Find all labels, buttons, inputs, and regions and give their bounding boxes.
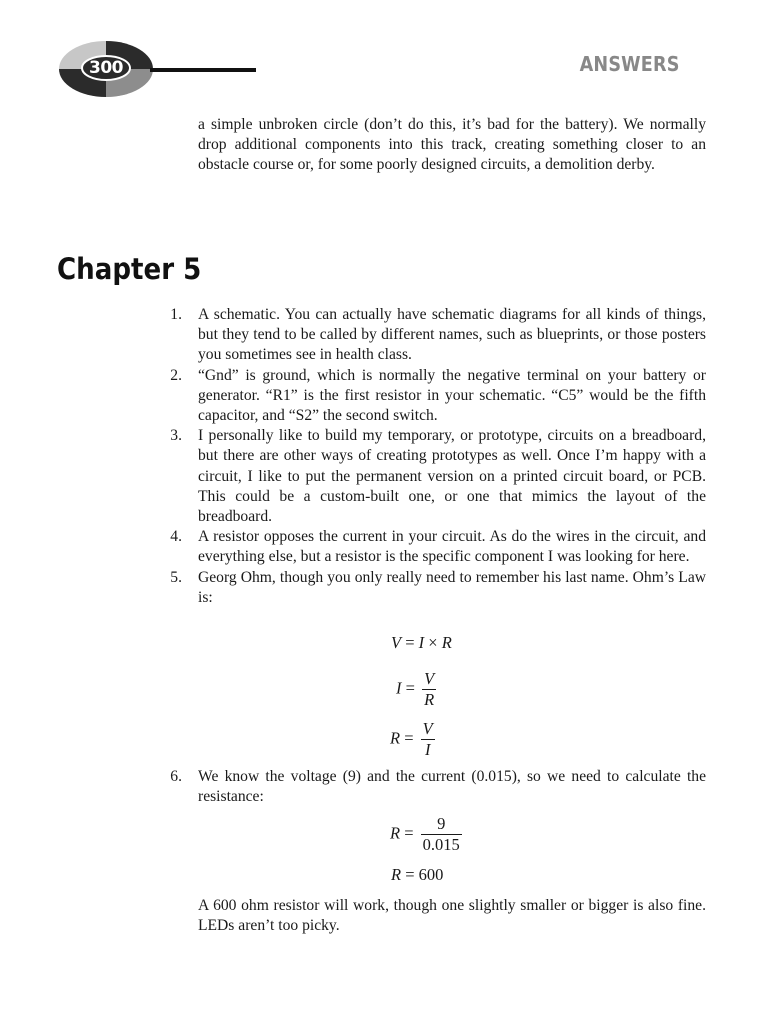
eq-result-value: 600 [418, 865, 444, 884]
answers-list [162, 305, 706, 608]
eq-symbol: R [390, 823, 401, 843]
eq-numerator: 9 [421, 814, 462, 835]
eq-denominator: R [424, 690, 435, 709]
intro-paragraph: a simple unbroken circle (don’t do this, it’s bad for the battery). We normally drop additional components into this track, creating something closer to an obstacle course or, for some poorly designed circuits, a demolition derby. [198, 116, 706, 174]
eq-equals: = [405, 678, 415, 698]
answer-item [162, 767, 706, 807]
answer-number: 1. [170, 306, 182, 323]
page-number: 300 [89, 58, 123, 78]
chapter-title: Chapter 5 [57, 252, 202, 286]
eq-symbol: I [418, 633, 425, 652]
eq-denominator: 0.015 [422, 835, 460, 854]
answer-item-6 [162, 767, 706, 807]
answer-number: 3. [170, 427, 182, 445]
equation-resistance [390, 719, 435, 760]
eq-symbol: I [396, 678, 402, 698]
eq-symbol: R [390, 728, 401, 748]
answer-text: A resistor opposes the current in your circuit. As do the wires in the circuit, and everything else, but a resistor is the specific component I was looking for here. [198, 528, 706, 566]
answer-text: We know the voltage (9) and the current (0.015), so we need to calculate the resistance: [198, 768, 706, 806]
eq-numerator: V [422, 719, 433, 738]
closing-paragraph: A 600 ohm resistor will work, though one slightly smaller or bigger is also fine. LEDs aren’t too picky. [198, 897, 706, 935]
running-head: ANSWERS [580, 52, 680, 76]
eq-equals: = [404, 728, 414, 748]
answer-item-4 [162, 527, 706, 567]
answer-text: A schematic. You can actually have schematic diagrams for all kinds of things, but they tend to be called by different names, such as blueprints, or those posters you sometimes see in health class. [198, 306, 706, 364]
answer-item-5 [162, 568, 706, 608]
answer-number: 2. [170, 366, 182, 384]
answer-number: 4. [170, 528, 182, 546]
eq-equals: = [405, 865, 415, 884]
eq-fraction [421, 719, 435, 760]
answer-text: “Gnd” is ground, which is normally the negative terminal on your battery or generator. “R1” is the first resistor in your schematic. “C5” would be the fifth capacitor, and “S2” the second switch. [198, 366, 706, 425]
answer-item-3 [162, 426, 706, 527]
eq-denominator: I [424, 740, 431, 759]
eq-symbol: R [391, 865, 402, 884]
header-rule [150, 68, 256, 72]
answer-number: 5. [170, 568, 182, 586]
equation-current [396, 669, 436, 710]
equation-voltage [391, 633, 452, 653]
answer-item-1 [162, 305, 706, 366]
answer-text: I personally like to build my temporary, or prototype, circuits on a breadboard, but there are other ways of creating prototypes as well. Once I’m happy with a circuit, I like to put the permanent version on a printed circuit board, or PCB. This could be a custom-built one, or one that mimics the layout of the breadboard. [198, 427, 706, 526]
answer-item-2 [162, 366, 706, 427]
eq-symbol: V [391, 633, 402, 652]
eq-numerator: V [424, 669, 435, 688]
eq-equals: = [404, 823, 414, 843]
eq-times: × [428, 633, 438, 652]
answer-number: 6. [170, 768, 182, 785]
equation-calculation [390, 814, 462, 855]
eq-equals: = [405, 633, 415, 652]
eq-symbol: R [441, 633, 452, 652]
answer-text: Georg Ohm, though you only really need to remember his last name. Ohm’s Law is: [198, 568, 706, 606]
eq-fraction [421, 814, 462, 855]
equation-result [391, 865, 443, 885]
eq-fraction [422, 669, 436, 710]
